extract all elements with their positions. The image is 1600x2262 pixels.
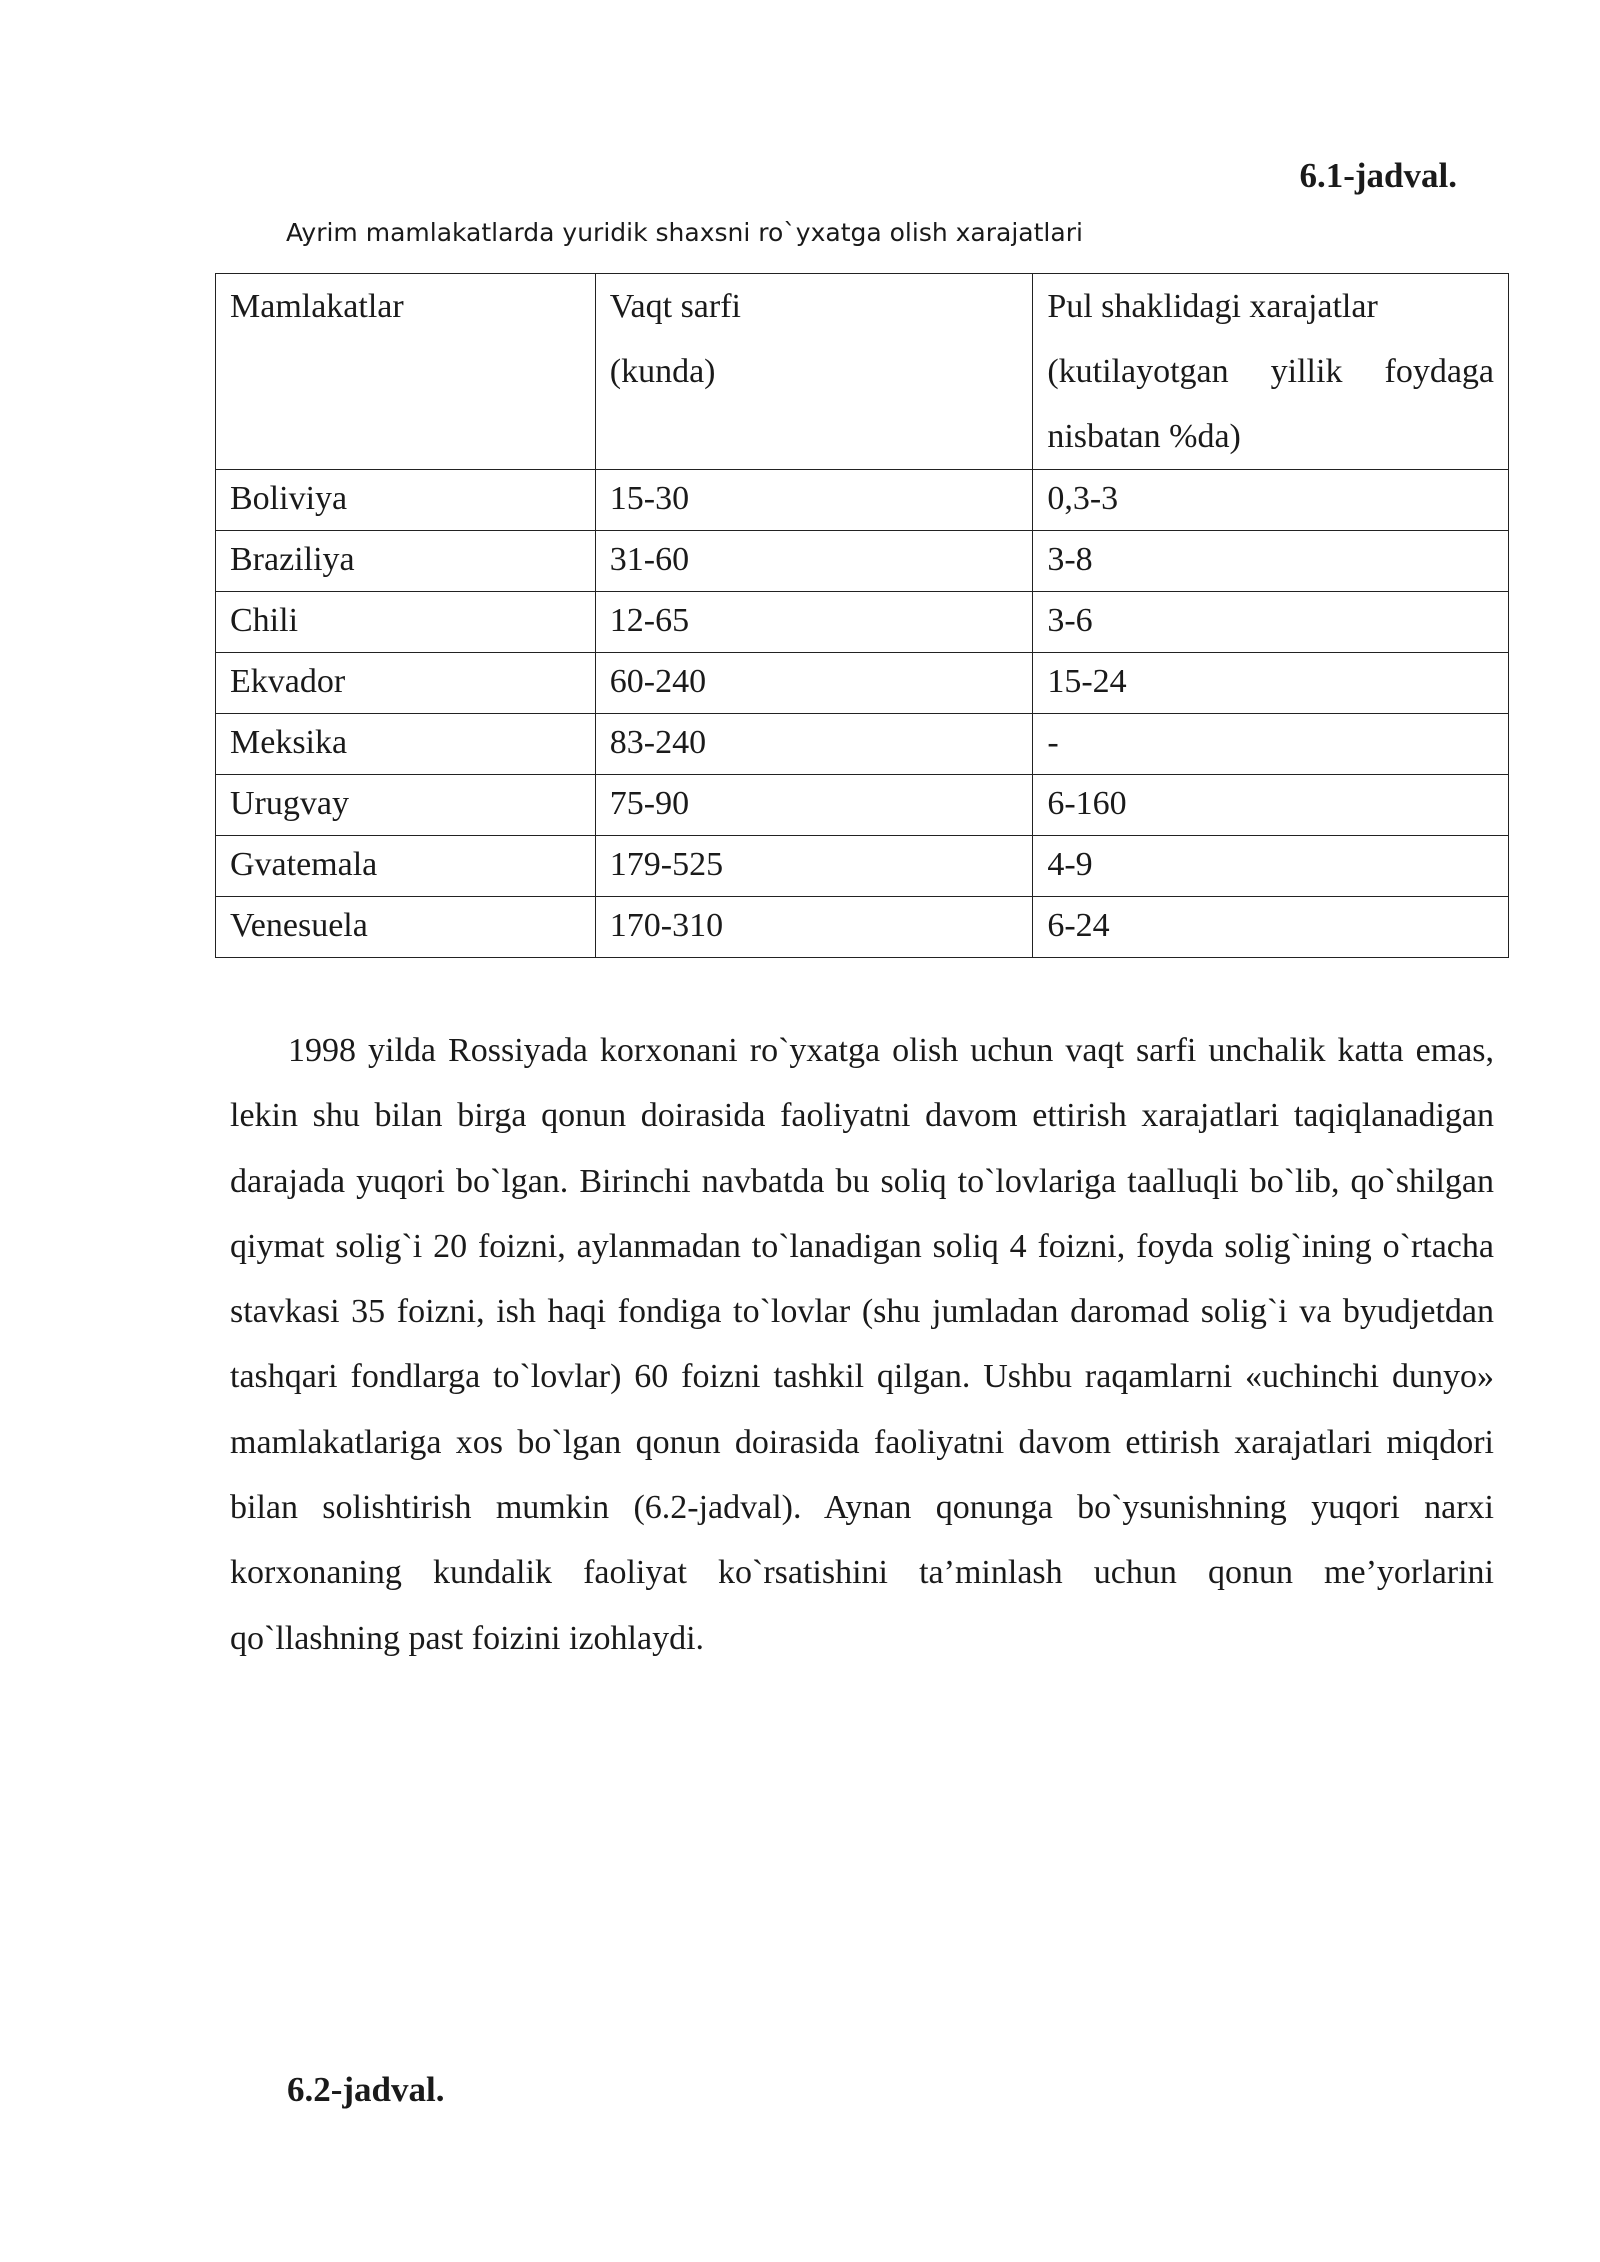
cell-country: Boliviya [216,470,596,531]
cell-time: 12-65 [595,592,1033,653]
cell-cost: 6-24 [1033,897,1509,958]
header-cost-line3: nisbatan %da) [1047,418,1241,455]
table-row [216,531,1509,592]
cell-country: Venesuela [216,897,596,958]
cell-country: Urugvay [216,775,596,836]
cell-cost: 3-6 [1033,592,1509,653]
next-table-label: 6.2-jadval. [287,2070,445,2109]
header-countries [216,274,596,470]
cell-cost: 6-160 [1033,775,1509,836]
header-cost [1033,274,1509,470]
cell-time: 75-90 [595,775,1033,836]
cell-country: Braziliya [216,531,596,592]
table-header-row [216,274,1509,470]
table-row [216,653,1509,714]
cell-country: Meksika [216,714,596,775]
table-caption: Ayrim mamlakatlarda yuridik shaxsni ro`yxatga olish xarajatlari [286,218,1083,247]
table-row [216,470,1509,531]
cell-time: 15-30 [595,470,1033,531]
cell-time: 170-310 [595,897,1033,958]
cell-cost: 4-9 [1033,836,1509,897]
table-row [216,836,1509,897]
cell-country: Gvatemala [216,836,596,897]
body-paragraph: 1998 yilda Rossiyada korxonani ro`yxatga olish uchun vaqt sarfi unchalik katta emas, lekin shu bilan birga qonun doirasida faoliyatni davom ettirish xarajatlari taqiqlanadigan darajada yuqori bo`lgan. Birinchi navbatda bu soliq to`lovlariga taalluqli bo`lib, qo`shilgan qiymat solig`i 20 foizni, aylanmadan to`lanadigan soliq 4 foizni, foyda solig`ining o`rtacha stavkasi 35 foizni, ish haqi fondiga to`lovlar (shu jumladan daromad solig`i va byudjetdan tashqari fondlarga to`lovlar) 60 foizni tashkil qilgan. Ushbu raqamlarni «uchinchi dunyo» mamlakatlariga xos bo`lgan qonun doirasida faoliyatni davom ettirish xarajatlari miqdori bilan solishtirish mumkin (6.2-jadval). Aynan qonunga bo`ysunishning yuqori narxi korxonaning kundalik faoliyat ko`rsatishini ta’minlash uchun qonun me’yorlarini qo`llashning past foizini izohlaydi. [230,1032,1494,1657]
table-label: 6.1-jadval. [1299,156,1457,195]
table-row [216,714,1509,775]
registration-costs-table [215,273,1509,958]
header-cost-line2: (kutilayotgan yillik foydaga [1047,353,1494,390]
table-row [216,592,1509,653]
cell-country: Chili [216,592,596,653]
cell-time: 83-240 [595,714,1033,775]
header-time [595,274,1033,470]
cell-cost: - [1033,714,1509,775]
cell-time: 31-60 [595,531,1033,592]
cell-cost: 15-24 [1033,653,1509,714]
cell-time: 60-240 [595,653,1033,714]
table-row [216,775,1509,836]
cell-country: Ekvador [216,653,596,714]
cell-cost: 3-8 [1033,531,1509,592]
header-countries-label: Mamlakatlar [230,288,404,325]
header-time-line2: (kunda) [609,353,716,390]
header-cost-line1: Pul shaklidagi xarajatlar [1047,288,1378,325]
table-row [216,897,1509,958]
header-time-line1: Vaqt sarfi [609,288,741,325]
cell-cost: 0,3-3 [1033,470,1509,531]
cell-time: 179-525 [595,836,1033,897]
